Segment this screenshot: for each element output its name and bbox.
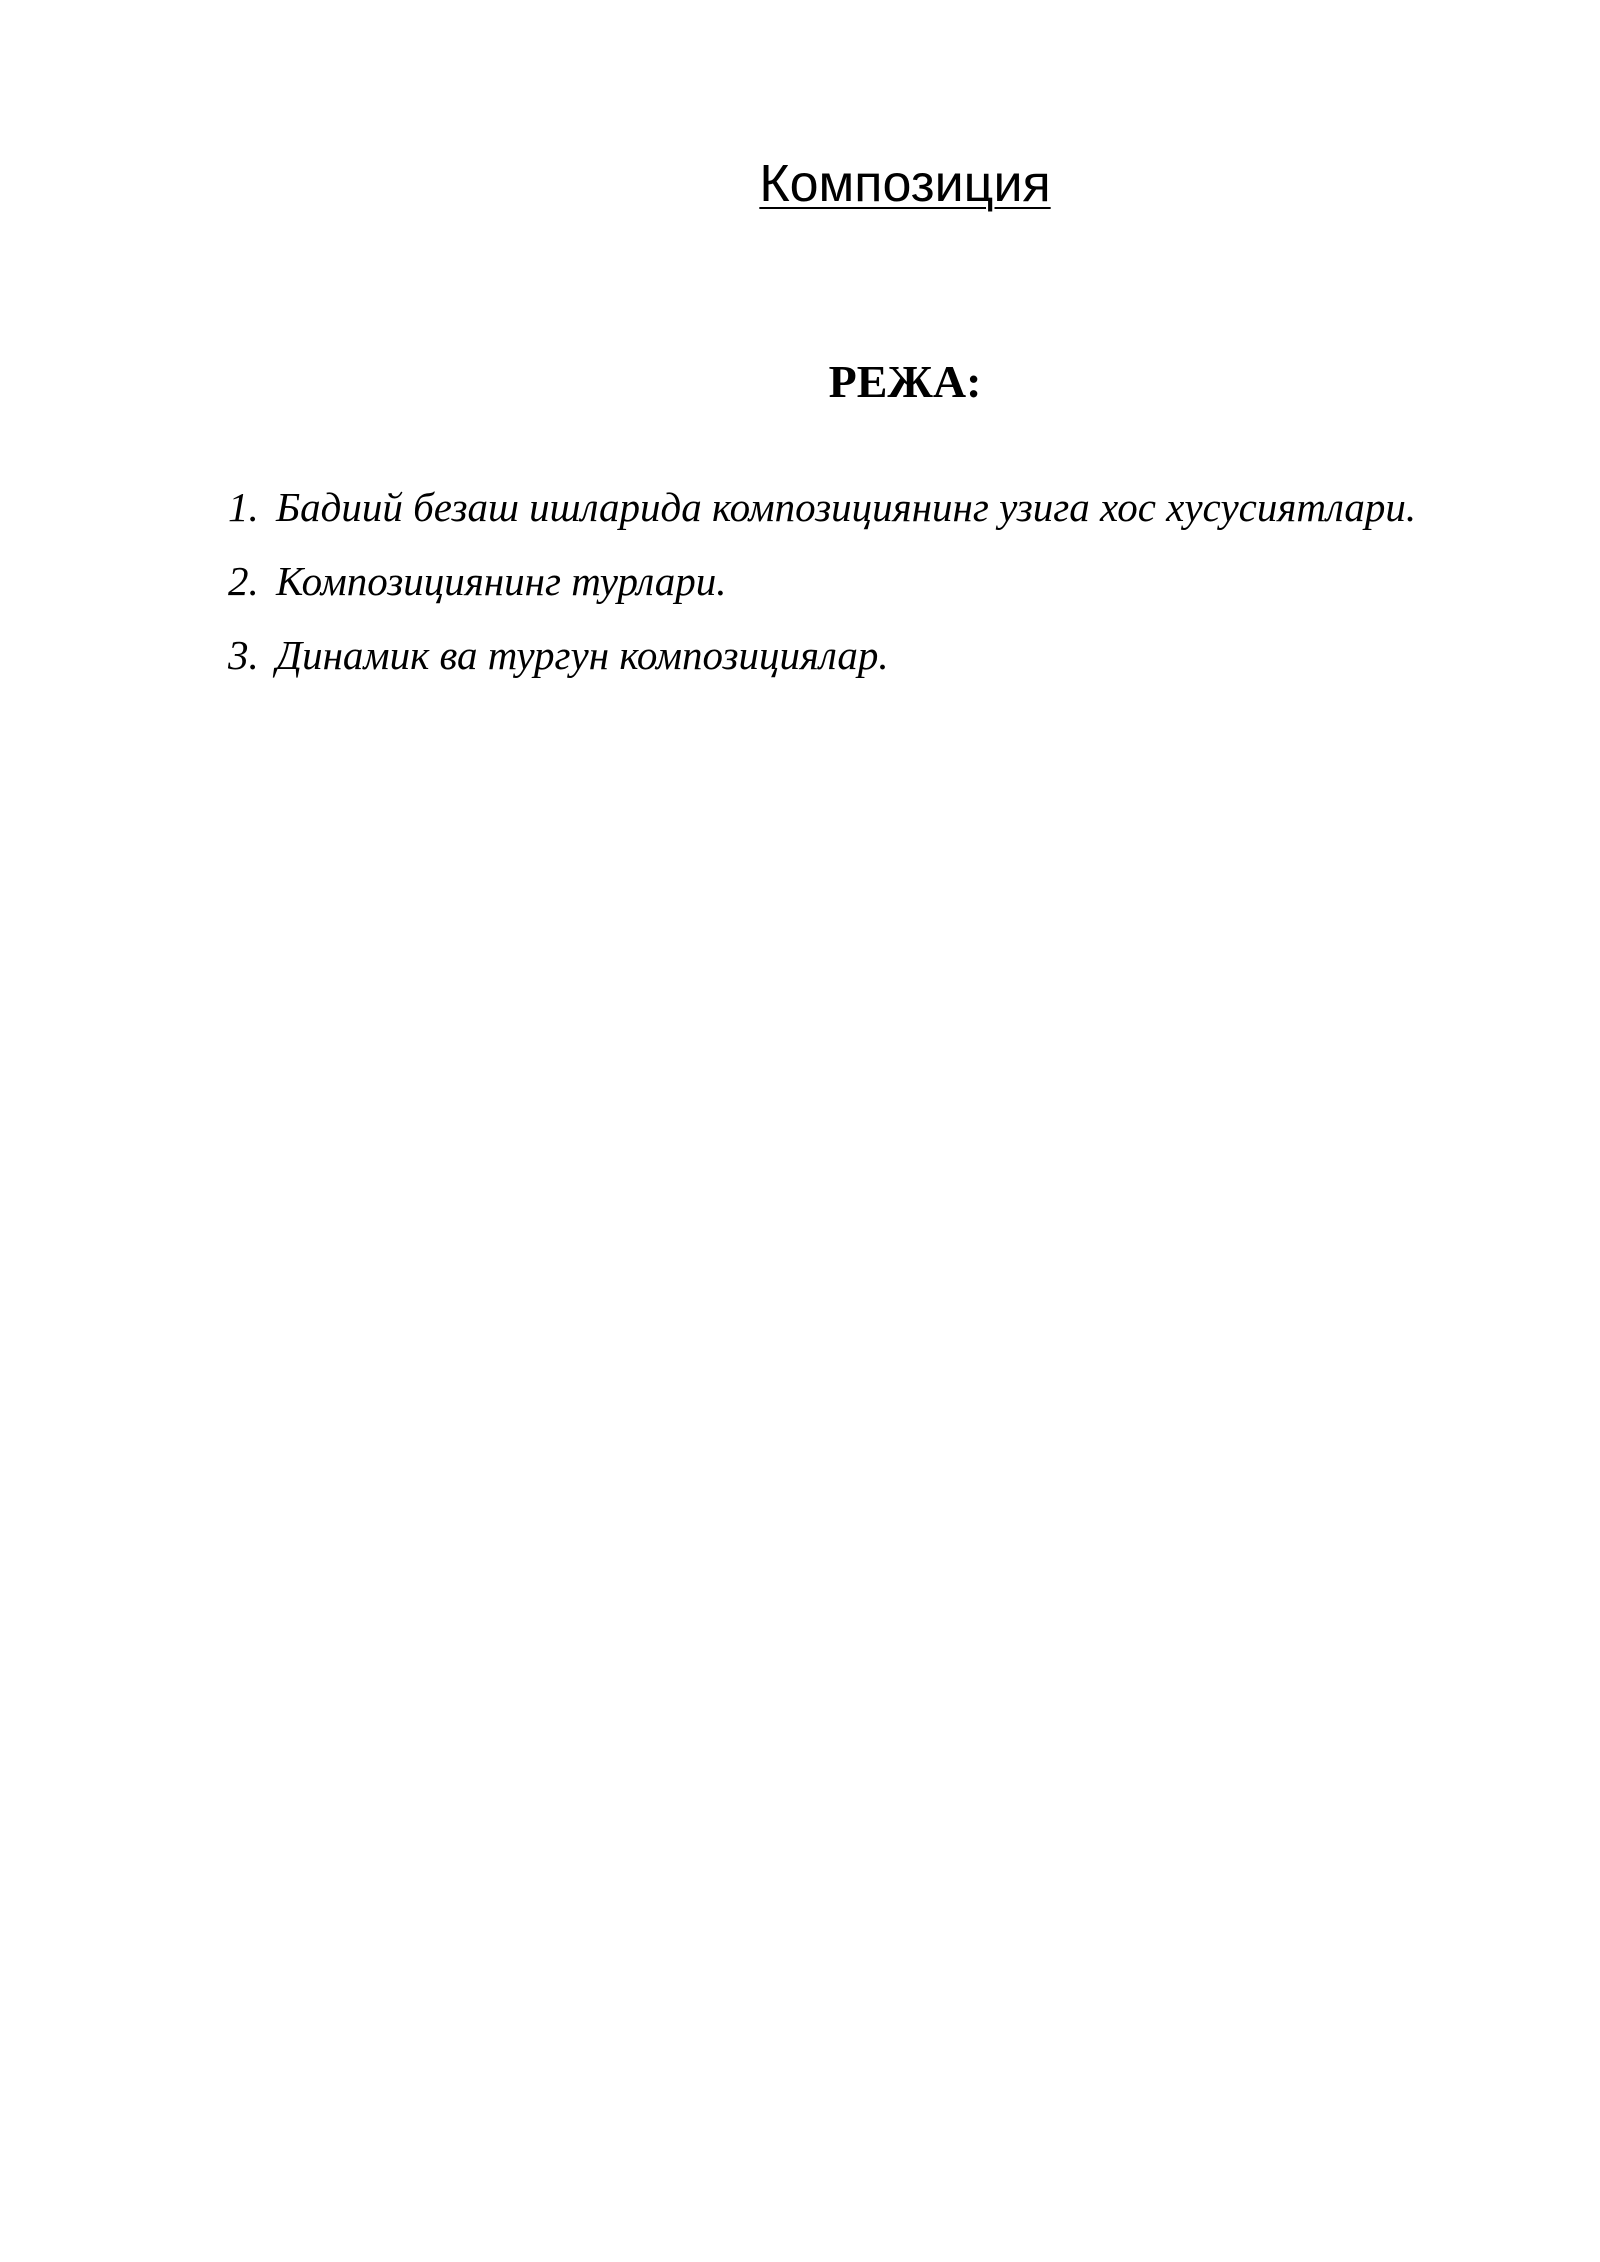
plan-item-text: Динамик ва тургун композициялар. — [276, 632, 889, 678]
document-title: Композиция — [759, 155, 1051, 213]
plan-item-number: 2. — [228, 558, 259, 604]
plan-list — [228, 479, 1558, 701]
plan-item-number: 1. — [228, 484, 259, 530]
plan-item-1 — [228, 479, 1558, 553]
plan-item-number: 3. — [228, 632, 259, 678]
plan-heading: РЕЖА: — [828, 356, 982, 407]
plan-item-text: Композициянинг турлари. — [276, 558, 727, 604]
plan-item-3 — [228, 627, 1558, 701]
plan-item-2 — [228, 553, 1558, 627]
plan-item-text: Бадиий безаш ишларида композициянинг узига хос хусусиятлари. — [276, 484, 1417, 530]
